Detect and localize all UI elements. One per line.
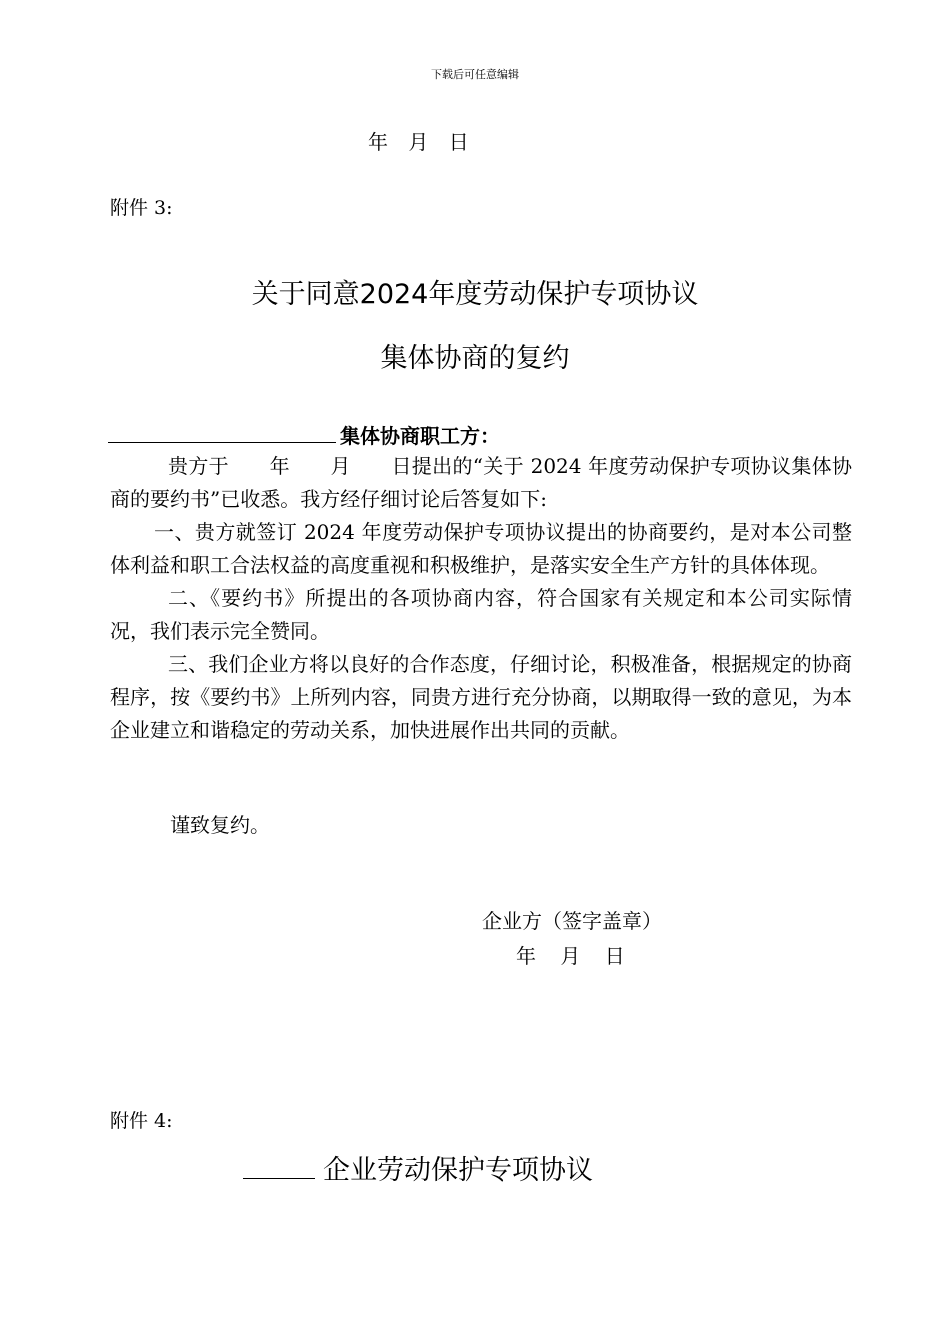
company-name-blank bbox=[243, 1156, 315, 1179]
signature-line: 企业方（签字盖章） bbox=[482, 909, 662, 933]
closing-line: 谨致复约。 bbox=[170, 813, 270, 837]
top-date: 年 月 日 bbox=[368, 130, 471, 154]
recipient-line bbox=[108, 420, 500, 449]
attachment-4-title bbox=[243, 1148, 593, 1187]
paragraph-point-2: 二、《要约书》所提出的各项协商内容，符合国家有关规定和本公司实际情况，我们表示完全赞同。 bbox=[110, 586, 852, 643]
paragraph-point-3: 三、我们企业方将以良好的合作态度，仔细讨论，积极准备，根据规定的协商程序，按《要约书》上所列内容，同贵方进行充分协商，以期取得一致的意见，为本企业建立和谐稳定的劳动关系，加快进展作出共同的贡献。 bbox=[110, 652, 852, 742]
signature-date: 年 月 日 bbox=[516, 944, 627, 968]
attachment-3-title-line1: 关于同意2024年度劳动保护专项协议 bbox=[251, 279, 699, 310]
letter-body bbox=[110, 450, 852, 747]
attachment-3-title-line2: 集体协商的复约 bbox=[380, 343, 570, 374]
attachment-3-label: 附件 3: bbox=[110, 197, 173, 219]
attachment-4-label: 附件 4: bbox=[110, 1110, 173, 1132]
recipient-label: 集体协商职工方： bbox=[340, 424, 500, 448]
paragraph-acknowledgement: 贵方于 年 月 日提出的“关于 2024 年度劳动保护专项协议集体协商的要约书”已收悉。我方经仔细讨论后答复如下: bbox=[110, 454, 852, 511]
paragraph-point-1: 一、贵方就签订 2024 年度劳动保护专项协议提出的协商要约，是对本公司整体利益和职工合法权益的高度重视和积极维护，是落实安全生产方针的具体体现。 bbox=[110, 520, 852, 577]
recipient-blank bbox=[108, 424, 336, 443]
attachment-4-title-text: 企业劳动保护专项协议 bbox=[323, 1155, 593, 1186]
header-note: 下载后可任意编辑 bbox=[431, 68, 519, 81]
